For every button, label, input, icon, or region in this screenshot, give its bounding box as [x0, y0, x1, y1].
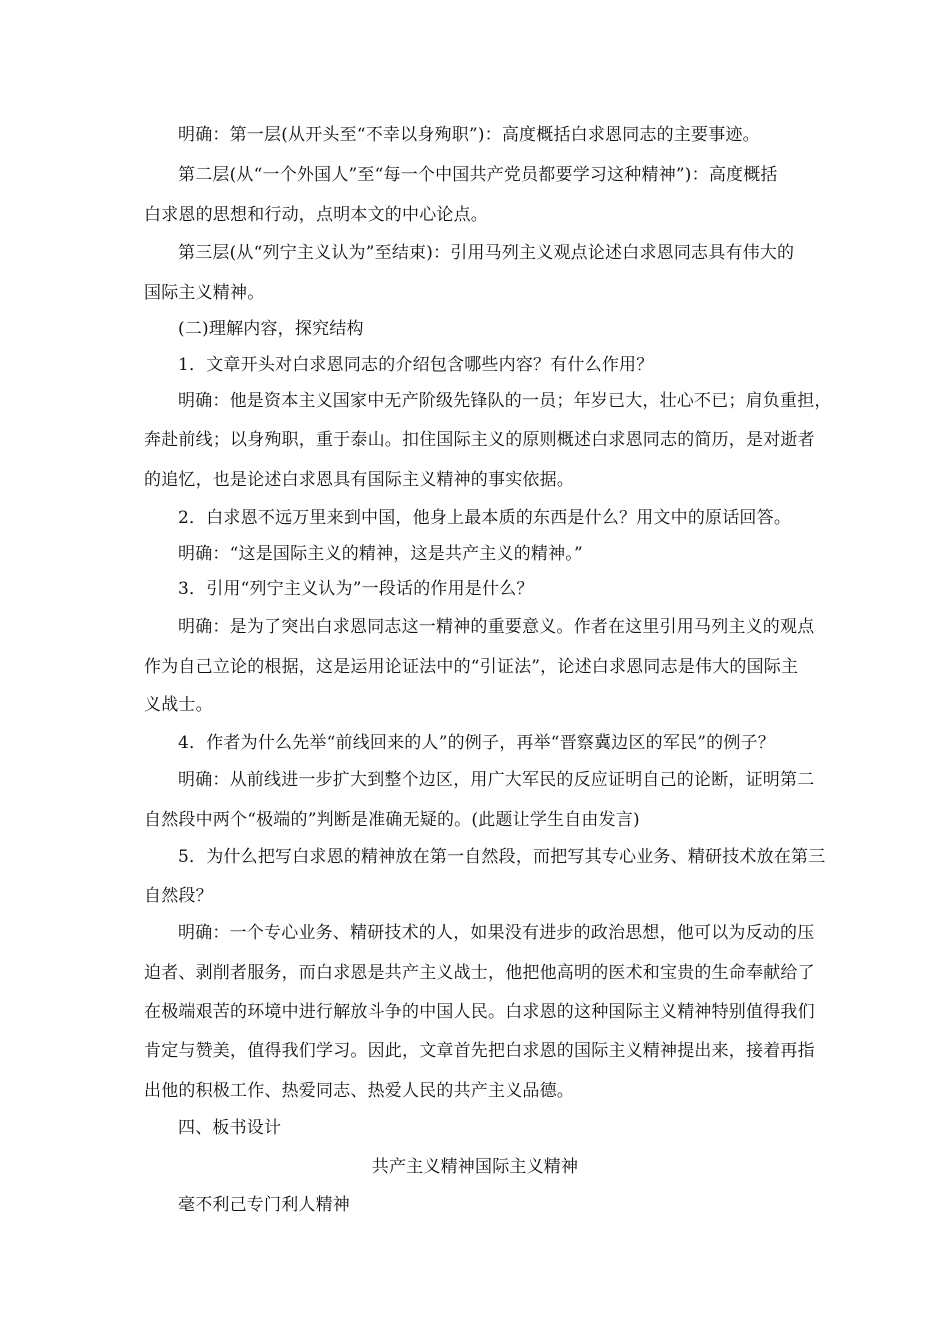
text-line: 白求恩的思想和行动，点明本文的中心论点。 — [144, 205, 488, 225]
section-heading: 四、板书设计 — [178, 1118, 282, 1138]
text-line: 的追忆，也是论述白求恩具有国际主义精神的事实依据。 — [144, 470, 574, 490]
question-line: 3．引用“列宁主义认为”一段话的作用是什么？ — [178, 579, 534, 599]
text-line: 明确：是为了突出白求恩同志这一精神的重要意义。作者在这里引用马列主义的观点 — [178, 617, 815, 637]
question-line: 2．白求恩不远万里来到中国，他身上最本质的东西是什么？用文中的原话回答。 — [178, 508, 792, 528]
text-line: 自然段？ — [144, 886, 213, 906]
question-line: 5．为什么把写白求恩的精神放在第一自然段，而把写其专心业务、精研技术放在第三 — [178, 847, 826, 867]
text-line: 在极端艰苦的环境中进行解放斗争的中国人民。白求恩的这种国际主义精神特别值得我们 — [144, 1002, 815, 1022]
text-line: 出他的积极工作、热爱同志、热爱人民的共产主义品德。 — [144, 1081, 574, 1101]
text-line: 国际主义精神。 — [144, 283, 265, 303]
question-line: 4．作者为什么先举“前线回来的人”的例子，再举“晋察冀边区的军民”的例子？ — [178, 733, 775, 753]
text-line: 明确：一个专心业务、精研技术的人，如果没有进步的政治思想，他可以为反动的压 — [178, 923, 815, 943]
board-design-item: 毫不利己专门利人精神 — [178, 1195, 350, 1215]
text-line: 奔赴前线；以身殉职，重于泰山。扣住国际主义的原则概述白求恩同志的简历，是对逝者 — [144, 430, 815, 450]
board-design-title: 共产主义精神国际主义精神 — [371, 1157, 579, 1177]
section-heading: (二)理解内容，探究结构 — [178, 319, 364, 339]
text-line: 第二层(从“一个外国人”至“每一个中国共产党员都要学习这种精神”)：高度概括 — [178, 165, 778, 185]
text-line: 明确：第一层(从开头至“不幸以身殉职”)：高度概括白求恩同志的主要事迹。 — [178, 125, 760, 145]
question-line: 1．文章开头对白求恩同志的介绍包含哪些内容？有什么作用？ — [178, 355, 654, 375]
text-line: 明确：从前线进一步扩大到整个边区，用广大军民的反应证明自己的论断，证明第二 — [178, 770, 815, 790]
text-line: 迫者、剥削者服务，而白求恩是共产主义战士，他把他高明的医术和宝贵的生命奉献给了 — [144, 963, 815, 983]
text-line: 肯定与赞美，值得我们学习。因此，文章首先把白求恩的国际主义精神提出来，接着再指 — [144, 1041, 815, 1061]
text-line: 义战士。 — [144, 695, 213, 715]
text-line: 明确：“这是国际主义的精神，这是共产主义的精神。” — [178, 544, 583, 564]
text-line: 作为自己立论的根据，这是运用论证法中的“引证法”，论述白求恩同志是伟大的国际主 — [144, 657, 799, 677]
text-line: 第三层(从“列宁主义认为”至结束)：引用马列主义观点论述白求恩同志具有伟大的 — [178, 243, 795, 263]
text-line: 明确：他是资本主义国家中无产阶级先锋队的一员；年岁已大，壮心不已；肩负重担， — [178, 391, 832, 411]
text-line: 自然段中两个“极端的”判断是准确无疑的。(此题让学生自由发言) — [144, 810, 640, 830]
